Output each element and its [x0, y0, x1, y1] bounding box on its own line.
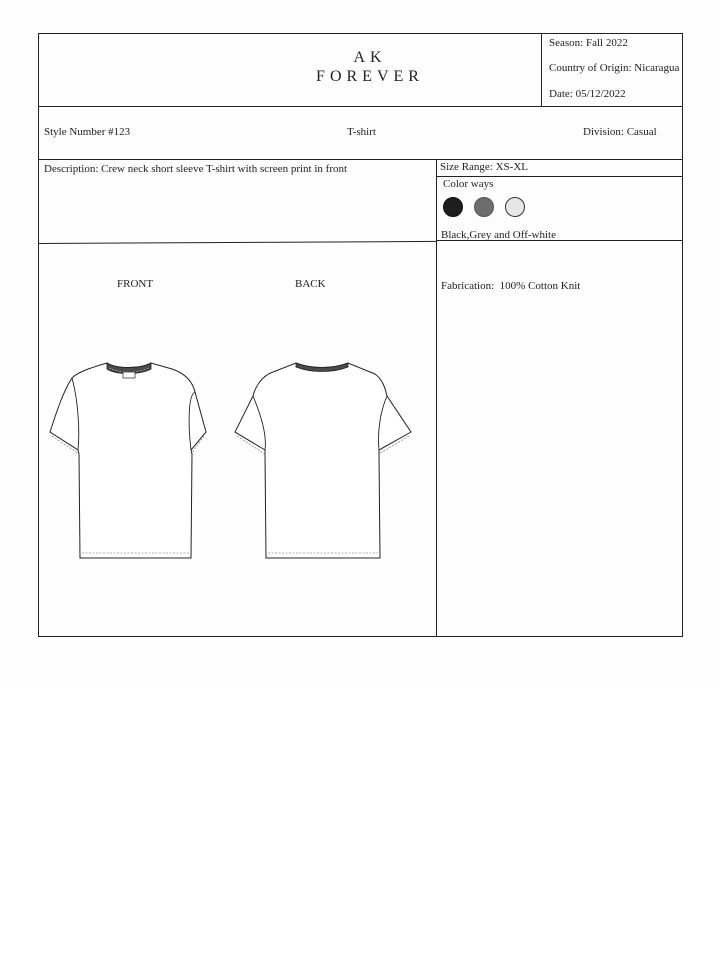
colorways-caption: Black,Grey and Off-white	[441, 229, 556, 241]
garment-type-text: T-shirt	[347, 126, 376, 138]
brand-name-line2: FOREVER	[316, 68, 424, 85]
size-range-text: Size Range: XS-XL	[440, 161, 528, 173]
colorways-label: Color ways	[443, 178, 494, 190]
tshirt-back-sketch	[233, 360, 413, 562]
division-text: Division: Casual	[583, 126, 657, 138]
country-of-origin-text: Country of Origin: Nicaragua	[549, 62, 680, 74]
back-label: BACK	[295, 278, 326, 290]
header-divider	[38, 106, 683, 107]
date-text: Date: 05/12/2022	[549, 88, 626, 100]
front-label: FRONT	[117, 278, 154, 290]
swatch-grey	[474, 197, 494, 217]
size-range-divider	[436, 176, 683, 177]
body-column-divider	[436, 159, 437, 637]
brand-name-line1: AK	[353, 49, 387, 66]
info-row-divider	[38, 159, 683, 160]
header-right-divider	[541, 33, 542, 106]
style-number-text: Style Number #123	[44, 126, 131, 138]
swatch-off-white	[505, 197, 525, 217]
swatch-black	[443, 197, 463, 217]
tshirt-front-sketch	[48, 360, 208, 562]
fabrication-text: Fabrication: 100% Cotton Knit	[441, 280, 581, 292]
season-text: Season: Fall 2022	[549, 37, 628, 49]
description-text: Description: Crew neck short sleeve T-shirt with screen print in front	[44, 163, 348, 175]
